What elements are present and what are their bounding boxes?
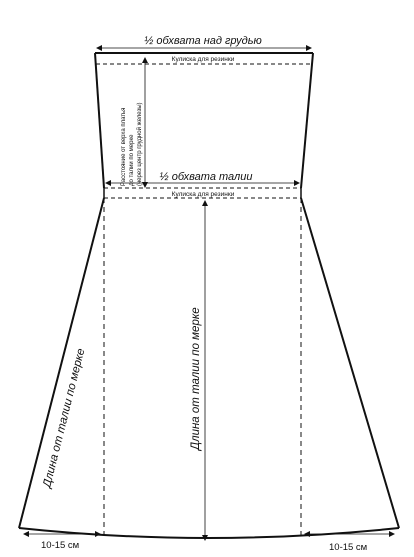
top-width-label: ½ обхвата над грудью	[144, 35, 262, 47]
hem-left-extension-label: 10-15 см	[41, 540, 80, 551]
bodice-length-label	[121, 102, 143, 186]
bodice-left-edge	[95, 53, 104, 188]
bodice-right-edge	[301, 53, 313, 188]
waist-casing-label: Кулиска для резинки	[171, 191, 235, 198]
skirt-left-edge	[19, 198, 104, 528]
bodice-length-label-line3: (через центр грудной железы)	[137, 102, 143, 186]
skirt-center-label: Длина от талии по мерке	[190, 307, 202, 450]
hem-right-extension-label: 10-15 см	[329, 542, 368, 552]
bodice-length-label-line1: Расстояние от верха платья	[121, 107, 127, 186]
skirt-hem	[19, 528, 399, 538]
top-casing-label: Кулиска для резинки	[171, 56, 235, 63]
bodice-length-label-line2: до талии по мерке	[129, 134, 135, 186]
skirt-right-edge	[301, 198, 399, 528]
skirt-side-label: Длина от талии по мерке	[41, 347, 88, 489]
waist-width-label: ½ обхвата талии	[159, 171, 253, 183]
bodice-outline	[95, 53, 313, 188]
